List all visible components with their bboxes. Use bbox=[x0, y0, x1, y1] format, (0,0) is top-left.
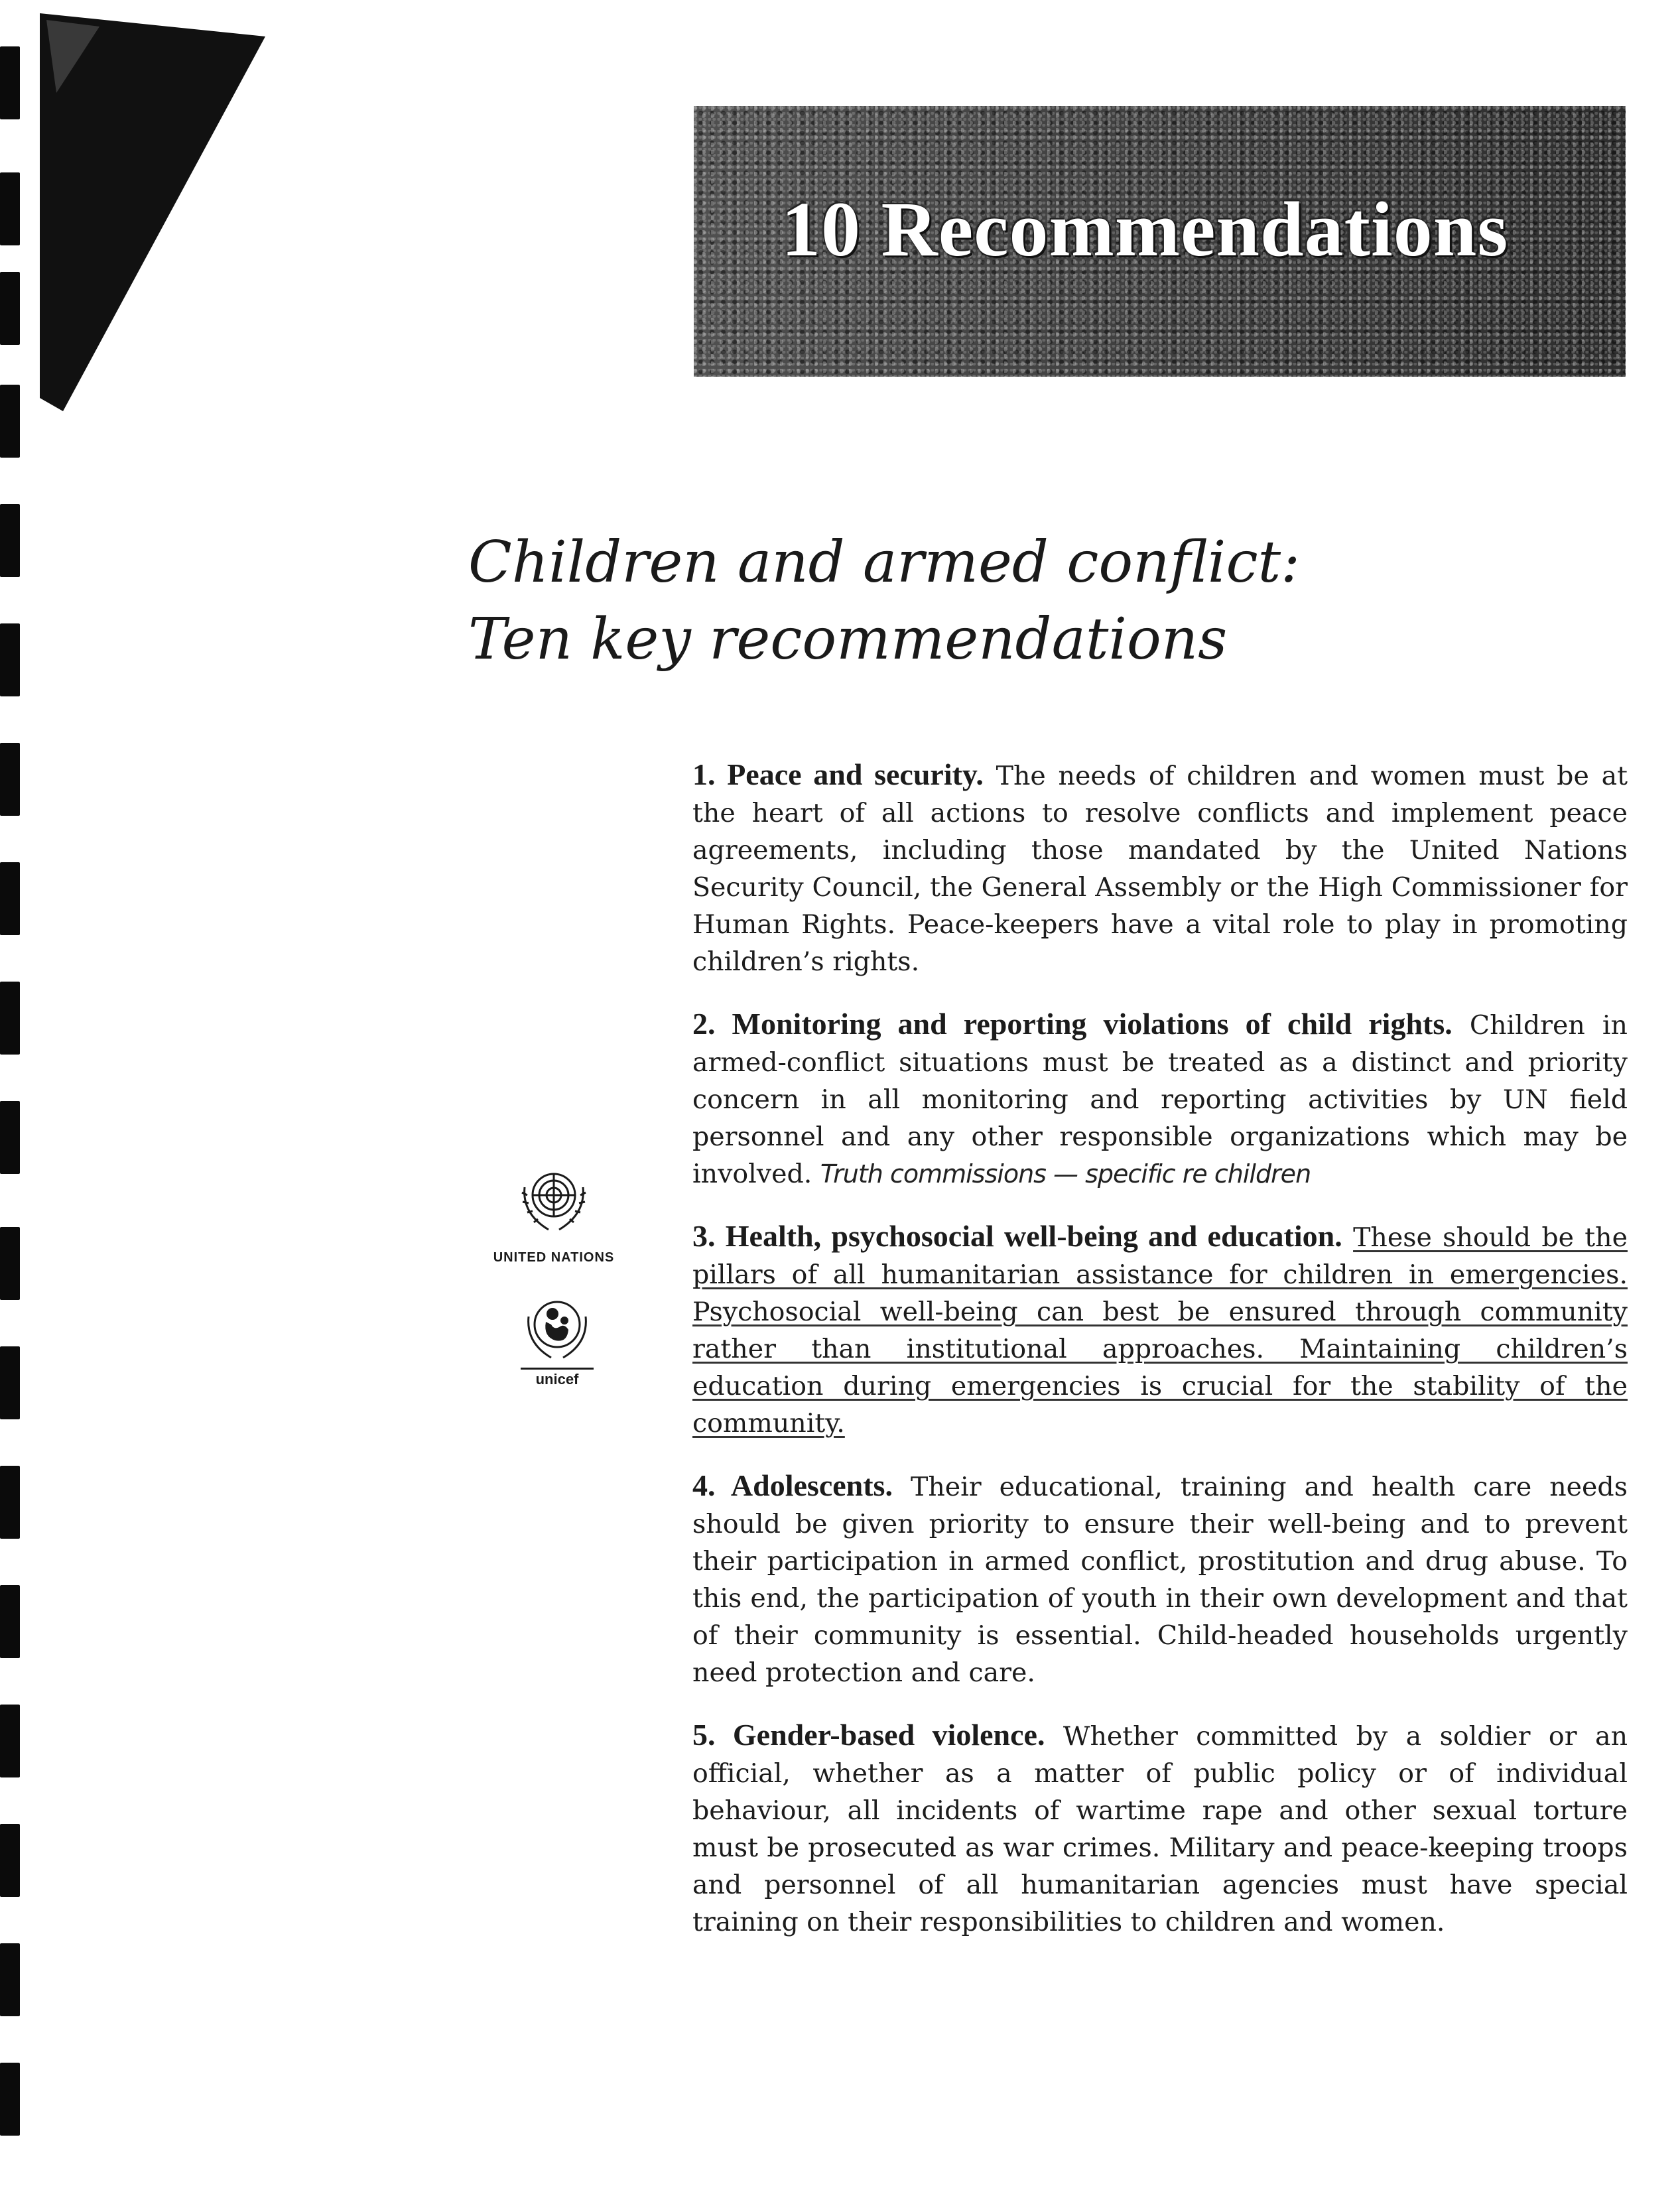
page-title-line-2: Ten key recommendations bbox=[468, 606, 1228, 673]
corner-wedge-graphic bbox=[0, 0, 279, 464]
binding-hole bbox=[0, 1466, 20, 1539]
recommendation-item bbox=[692, 756, 1628, 980]
recommendation-body: Whether committed by a soldier or an official, whether as a matter of public policy or of individual behaviour, all incidents of wartime rape and other sexual torture must be prosecuted as war crimes. Military and peace-keeping troops and personnel of all humanitarian agencies must have special training on their responsibilities to children and women. bbox=[692, 1721, 1628, 1937]
binding-hole bbox=[0, 1824, 20, 1897]
united-nations-emblem-icon bbox=[515, 1161, 592, 1238]
chapter-header-band bbox=[694, 106, 1626, 377]
binding-hole bbox=[0, 2063, 20, 2136]
recommendation-item bbox=[692, 1005, 1628, 1193]
recommendation-heading: 4. Adolescents. bbox=[692, 1468, 893, 1502]
page-title-line-1: Children and armed conflict: bbox=[468, 529, 1301, 596]
binding-hole bbox=[0, 623, 20, 696]
binding-hole bbox=[0, 1227, 20, 1300]
binding-hole bbox=[0, 862, 20, 935]
united-nations-caption: UNITED NATIONS bbox=[493, 1250, 615, 1265]
recommendation-body: The needs of children and women must be at the heart of all actions to resolve conflicts and implement peace agreements, including those mandated by the United Nations Security Council, the General Assembly or the High Commissioner for Human Rights. Peace-keepers have a vital role to play in promoting children’s rights. bbox=[692, 761, 1628, 977]
recommendation-heading: 3. Health, psychosocial well-being and education. bbox=[692, 1219, 1342, 1253]
binding-hole bbox=[0, 1943, 20, 2016]
binding-hole bbox=[0, 1705, 20, 1777]
recommendation-item bbox=[692, 1716, 1628, 1941]
binding-hole bbox=[0, 1101, 20, 1174]
unicef-caption: unicef bbox=[521, 1368, 594, 1388]
recommendation-heading: 5. Gender-based violence. bbox=[692, 1718, 1045, 1752]
recommendation-heading: 1. Peace and security. bbox=[692, 757, 984, 791]
page-title bbox=[468, 524, 1463, 678]
handwritten-annotation: Truth commissions — specific re children bbox=[820, 1159, 1311, 1189]
recommendation-item bbox=[692, 1218, 1628, 1442]
binding-hole bbox=[0, 504, 20, 577]
binding-hole bbox=[0, 982, 20, 1055]
binding-hole bbox=[0, 743, 20, 816]
recommendation-heading: 2. Monitoring and reporting violations of child rights. bbox=[692, 1007, 1453, 1041]
recommendation-body: Their educational, training and health care needs should be given priority to ensure their well-being and to prevent their participation in armed conflict, prostitution and drug abuse. To this end, the participation of youth in their own development and that of their community is essential. Child-headed households urgently need protection and care. bbox=[692, 1472, 1628, 1688]
recommendations-list bbox=[692, 756, 1628, 1966]
unicef-emblem-icon bbox=[521, 1290, 594, 1363]
recommendation-body: Children in armed-conflict situations must be treated as a distinct and priority concern in all monitoring and reporting activities by UN field personnel and any other responsible organizations which may be involved. bbox=[692, 1010, 1628, 1189]
recommendation-body: These should be the pillars of all humanitarian assistance for children in emergencies. Psychosocial well-being can best be ensured through community rather than institutional approaches. Maintaining children’s education during emergencies is crucial for the stability of the community. bbox=[692, 1222, 1628, 1439]
binding-hole bbox=[0, 1585, 20, 1658]
binding-hole bbox=[0, 1346, 20, 1419]
chapter-title: 10 Recommendations bbox=[781, 186, 1509, 273]
recommendation-item bbox=[692, 1467, 1628, 1691]
